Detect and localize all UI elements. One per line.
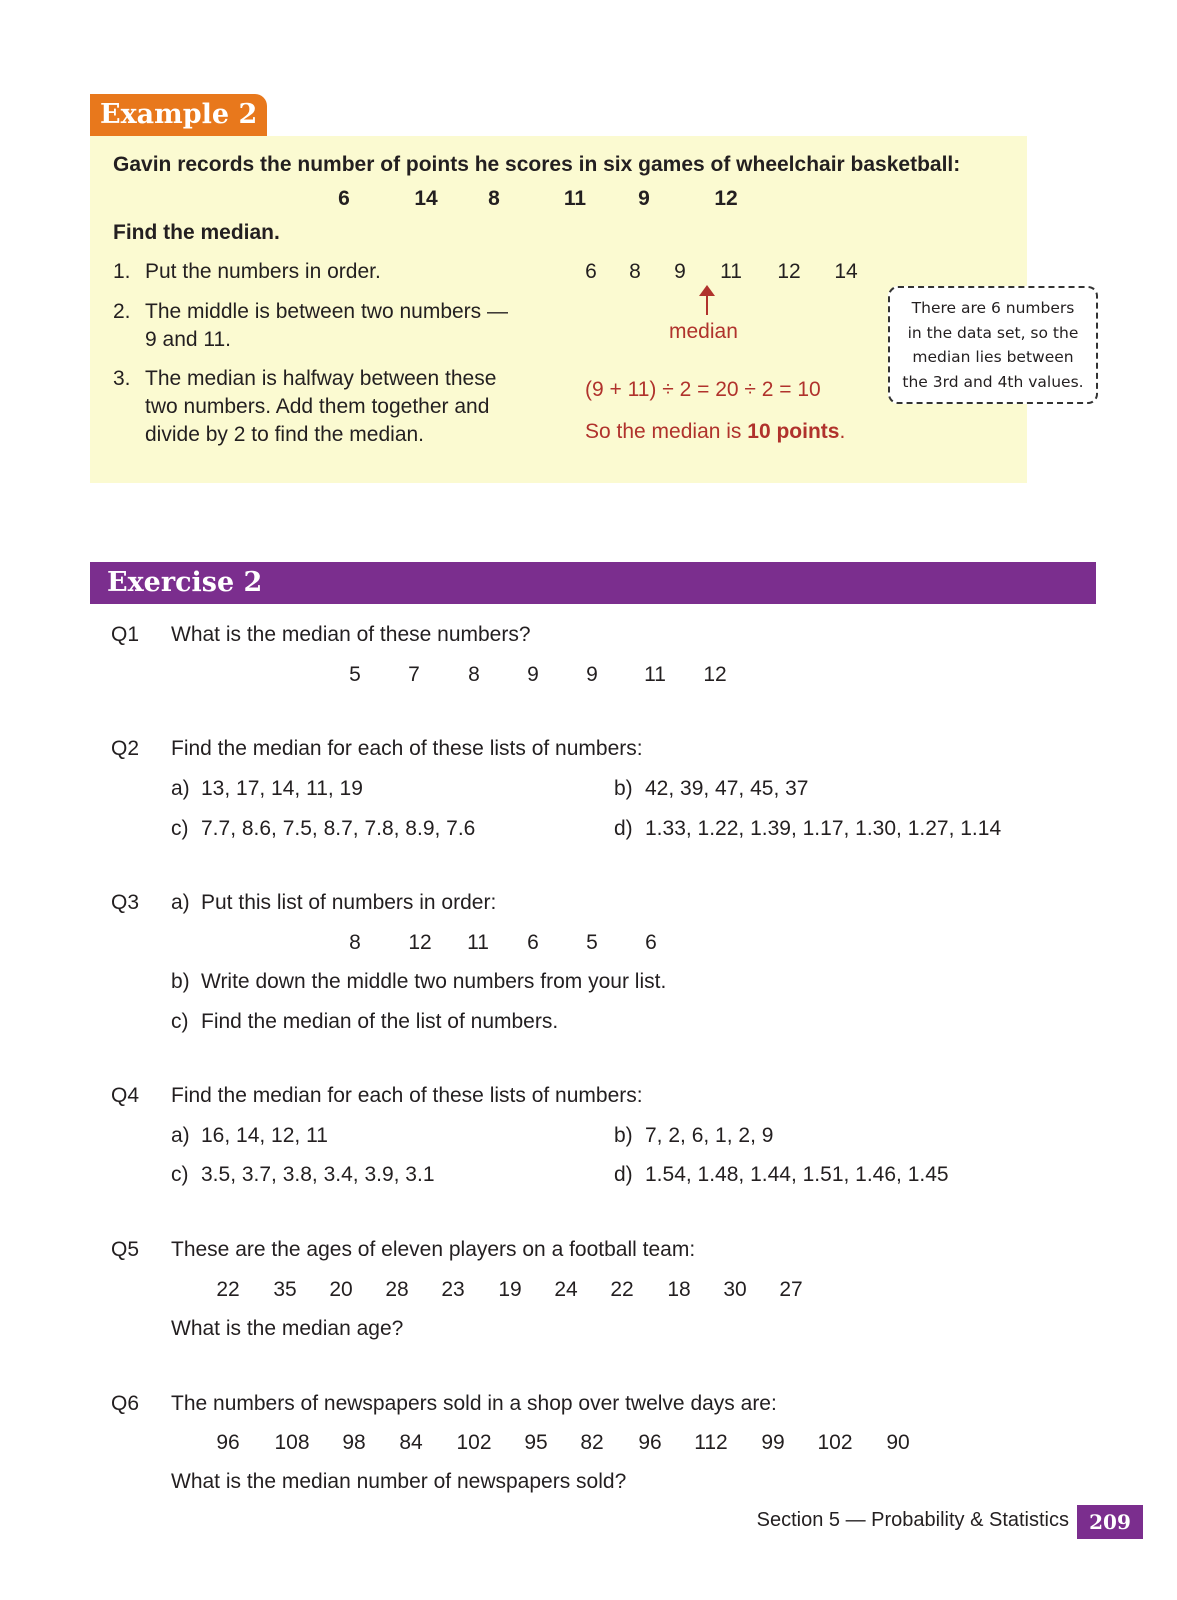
number: 11 <box>467 931 489 954</box>
step-text: The middle is between two numbers — <box>145 300 508 323</box>
number: 95 <box>524 1431 548 1454</box>
score-value: 11 <box>563 187 587 210</box>
part-label: b) <box>614 777 633 800</box>
number: 22 <box>610 1278 634 1301</box>
number: 18 <box>667 1278 691 1301</box>
note-line: There are 6 numbers <box>911 299 1075 317</box>
number: 12 <box>408 931 432 954</box>
score-value: 8 <box>488 187 500 210</box>
example-instruction: Find the median. <box>113 221 280 244</box>
number: 27 <box>779 1278 803 1301</box>
part-text: 1.54, 1.48, 1.44, 1.51, 1.46, 1.45 <box>645 1163 949 1186</box>
hint-note <box>888 286 1098 404</box>
number: 90 <box>886 1431 910 1454</box>
part-label: c) <box>171 817 189 840</box>
question-text: Find the median for each of these lists of numbers: <box>171 1084 643 1107</box>
number: 102 <box>456 1431 492 1454</box>
exercise-header: Exercise 2 <box>90 562 1096 604</box>
page-number: 209 <box>1077 1505 1143 1539</box>
arrow-shaft <box>706 289 708 315</box>
part-text: 3.5, 3.7, 3.8, 3.4, 3.9, 3.1 <box>201 1163 435 1186</box>
step-number: 2. <box>113 300 131 323</box>
score-value: 12 <box>714 187 738 210</box>
ordered-value: 12 <box>777 260 801 283</box>
ordered-value: 9 <box>674 260 686 283</box>
median-conclusion <box>585 420 845 444</box>
number: 19 <box>498 1278 522 1301</box>
score-value: 14 <box>414 187 438 210</box>
step-text: The median is halfway between these <box>145 367 497 390</box>
ordered-value: 6 <box>585 260 597 283</box>
step-text: divide by 2 to find the median. <box>145 423 425 446</box>
step-text: two numbers. Add them together and <box>145 395 490 418</box>
number: 98 <box>342 1431 366 1454</box>
step-text: Put the numbers in order. <box>145 260 381 283</box>
note-line: median lies between <box>912 348 1074 366</box>
number: 84 <box>399 1431 423 1454</box>
ordered-value: 8 <box>629 260 641 283</box>
question-text: These are the ages of eleven players on a football team: <box>171 1238 696 1261</box>
part-text: 1.33, 1.22, 1.39, 1.17, 1.30, 1.27, 1.14 <box>645 817 1002 840</box>
number: 20 <box>329 1278 353 1301</box>
example-intro: Gavin records the number of points he scores in six games of wheelchair basketball: <box>113 153 961 176</box>
number: 108 <box>274 1431 310 1454</box>
part-label: b) <box>614 1124 633 1147</box>
question-text: Find the median for each of these lists of numbers: <box>171 737 643 760</box>
part-label: d) <box>614 817 633 840</box>
question-followup: What is the median number of newspapers sold? <box>171 1470 627 1493</box>
question-text: The numbers of newspapers sold in a shop over twelve days are: <box>171 1392 777 1415</box>
number: 5 <box>349 663 361 686</box>
part-label: a) <box>171 891 190 914</box>
step-number: 3. <box>113 367 131 390</box>
part-label: c) <box>171 1163 189 1186</box>
number: 8 <box>468 663 480 686</box>
conclusion-suffix: . <box>839 420 846 443</box>
number: 102 <box>817 1431 853 1454</box>
number: 96 <box>638 1431 662 1454</box>
number: 30 <box>723 1278 747 1301</box>
part-text: Find the median of the list of numbers. <box>201 1010 559 1033</box>
step-text: 9 and 11. <box>145 328 232 351</box>
part-text: Write down the middle two numbers from your list. <box>201 970 667 993</box>
part-text: 13, 17, 14, 11, 19 <box>201 777 363 800</box>
question-followup: What is the median age? <box>171 1317 404 1340</box>
question-label: Q5 <box>111 1238 140 1261</box>
part-text: 7, 2, 6, 1, 2, 9 <box>645 1124 774 1147</box>
example-tab: Example 2 <box>90 94 267 136</box>
number: 6 <box>645 931 657 954</box>
score-value: 9 <box>638 187 650 210</box>
number: 7 <box>408 663 420 686</box>
question-label: Q3 <box>111 891 140 914</box>
part-label: d) <box>614 1163 633 1186</box>
conclusion-answer: 10 points <box>747 420 840 443</box>
number: 22 <box>216 1278 240 1301</box>
part-text: Put this list of numbers in order: <box>201 891 497 914</box>
part-text: 16, 14, 12, 11 <box>201 1124 328 1147</box>
part-label: a) <box>171 777 190 800</box>
median-calculation: (9 + 11) ÷ 2 = 20 ÷ 2 = 10 <box>585 378 821 401</box>
number: 96 <box>216 1431 240 1454</box>
question-label: Q4 <box>111 1084 140 1107</box>
question-label: Q6 <box>111 1392 140 1415</box>
part-label: a) <box>171 1124 190 1147</box>
number: 23 <box>441 1278 465 1301</box>
part-label: b) <box>171 970 190 993</box>
ordered-value: 14 <box>834 260 858 283</box>
number: 9 <box>527 663 539 686</box>
section-footer: Section 5 — Probability & Statistics <box>756 1509 1069 1531</box>
number: 12 <box>703 663 727 686</box>
number: 112 <box>694 1431 728 1454</box>
part-text: 7.7, 8.6, 7.5, 8.7, 7.8, 8.9, 7.6 <box>201 817 476 840</box>
question-label: Q1 <box>111 623 140 646</box>
question-label: Q2 <box>111 737 140 760</box>
number: 35 <box>273 1278 297 1301</box>
number: 24 <box>554 1278 578 1301</box>
number: 5 <box>586 931 598 954</box>
number: 11 <box>644 663 666 686</box>
note-line: the 3rd and 4th values. <box>902 372 1084 391</box>
number: 9 <box>586 663 598 686</box>
number: 99 <box>761 1431 785 1454</box>
median-label: median <box>669 320 738 343</box>
step-number: 1. <box>113 260 131 283</box>
part-text: 42, 39, 47, 45, 37 <box>645 777 809 800</box>
note-line: in the data set, so the <box>907 323 1079 342</box>
ordered-value: 11 <box>720 260 742 283</box>
number: 82 <box>580 1431 604 1454</box>
conclusion-prefix: So the median is <box>585 420 748 443</box>
number: 6 <box>527 931 539 954</box>
score-value: 6 <box>338 187 350 210</box>
part-label: c) <box>171 1010 189 1033</box>
number: 28 <box>385 1278 409 1301</box>
number: 8 <box>349 931 361 954</box>
question-text: What is the median of these numbers? <box>171 623 531 646</box>
